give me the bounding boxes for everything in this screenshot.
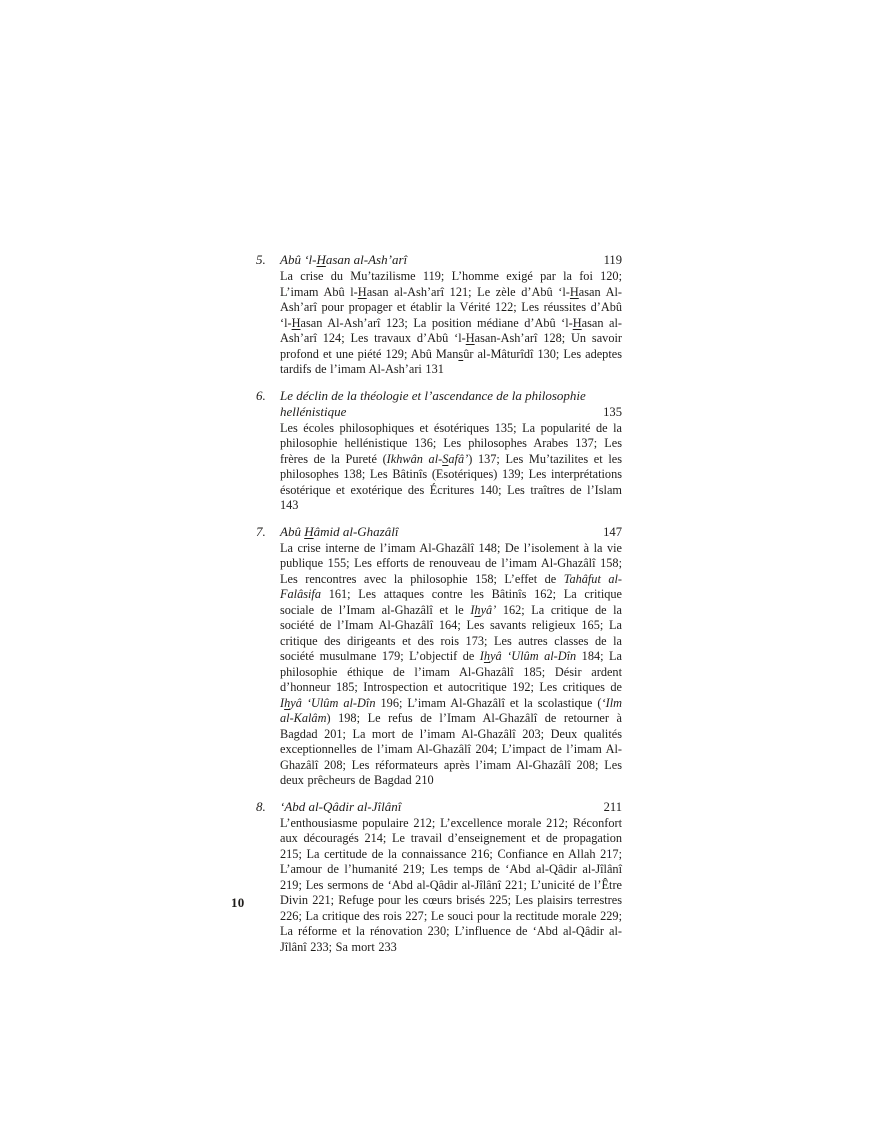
toc-entry-head <box>256 388 622 420</box>
toc-entry <box>256 799 622 956</box>
toc-entry-title: Abû Hâmid al-Ghazâlî <box>280 523 399 539</box>
toc-entry-subtopics: Les écoles philosophiques et ésotériques 135; La popularité de la philosophie hellénistique 136; Les philosophes Arabes 137; Les frères de la Pureté (Ikhwân al-Safâ’) 137; Les Mu’tazilites et les philosophes 138; Les Bâtinîs (Esotériques) 139; Les interprétations ésotérique et exotérique des Écritures 140; Les traîtres de l’Islam 143 <box>280 420 622 512</box>
toc-entry <box>256 252 622 378</box>
toc-entry-number: 6. <box>256 387 266 403</box>
toc-entry-number: 7. <box>256 523 266 539</box>
toc-entry-title: Le déclin de la théologie et l’ascendance de la philosophie hellénistique <box>280 387 586 419</box>
toc-entry-page-number: 135 <box>603 404 622 419</box>
page-folio-number: 10 <box>231 895 245 910</box>
toc-entry-head <box>256 524 622 540</box>
toc-entry-subtopics: La crise du Mu’tazilisme 119; L’homme exigé par la foi 120; L’imam Abû l-Hasan al-Ash’arî 121; Le zèle d’Abû ‘l-Hasan Al-Ash’arî pour propager et établir la Vérité 122; Les réussites d’Abû ‘l-Hasan Al-Ash’arî 123; La position médiane d’Abû ‘l-Hasan al-Ash’arî 124; Les travaux d’Abû ‘l-Hasan-Ash’arî 128; Un savoir profond et une piété 129; Abû Mansûr al-Mâturîdî 130; Les adeptes tardifs de l’imam Al-Ash’ari 131 <box>280 269 623 376</box>
toc-entry-head <box>256 252 622 268</box>
toc-entry-subtopics: L’enthousiasme populaire 212; L’excellence morale 212; Réconfort aux découragés 214; Le travail d’enseignement et de propagation 215; La certitude de la connaissance 216; Confiance en Allah 217; L’amour de l’humanité 219; Les temps de ‘Abd al-Qâdir al-Jîlânî 219; Les sermons de ‘Abd al-Qâdir al-Jîlânî 221; L’unicité de l’Être Divin 221; Refuge pour les cœurs brisés 225; Les plaisirs terrestres 226; La critique des rois 227; Le souci pour la rectitude morale 229; La réforme et la rénovation 230; L’influence de ‘Abd al-Qâdir al-Jîlânî 233; Sa mort 233 <box>280 815 622 954</box>
table-of-contents <box>256 252 622 965</box>
toc-entry-number: 8. <box>256 798 266 814</box>
toc-entry <box>256 388 622 514</box>
toc-entry-number: 5. <box>256 252 266 267</box>
toc-entry-page-number: 147 <box>603 524 622 539</box>
toc-entry-page-number: 211 <box>603 799 622 814</box>
toc-entry-title: ‘Abd al-Qâdir al-Jîlânî <box>280 798 402 814</box>
toc-entry <box>256 524 622 789</box>
toc-entry-subtopics: La crise interne de l’imam Al-Ghazâlî 148; De l’isolement à la vie publique 155; Les efforts de renouveau de l’imam Al-Ghazâlî 158; Les rencontres avec la philosophie 158; L’effet de Tahâfut al-Falâsifa 161; Les attaques contre les Bâtinîs 162; La critique sociale de l’Imam al-Ghazâlî et le Ihyâ’ 162; La critique de la société de l’Imam Al-Ghazâlî 164; Les savants religieux 165; La critique des dirigeants et des rois 173; Les autres classes de la société musulmane 179; L’objectif de Ihyâ ‘Ulûm al-Dîn 184; La philosophie éthique de l’imam Al-Ghazâlî 185; Désir ardent d’honneur 185; Introspection et autocritique 192; Les critiques de Ihyâ ‘Ulûm al-Dîn 196; L’imam Al-Ghazâlî et la scolastique (‘Ilm al-Kalâm) 198; Le refus de l’Imam Al-Ghazâlî de retourner à Bagdad 201; La mort de l’imam Al-Ghazâlî 203; Deux qualités exceptionnelles de l’imam Al-Ghazâlî 204; L’impact de l’imam Al-Ghazâlî 208; Les réformateurs après l’imam Al-Ghazâlî 208; Les deux prêcheurs de Bagdad 210 <box>280 540 623 787</box>
toc-entry-title: Abû ‘l-Hasan al-Ash’arî <box>280 252 408 267</box>
toc-entry-head <box>256 799 622 815</box>
toc-entry-page-number: 119 <box>603 253 622 267</box>
